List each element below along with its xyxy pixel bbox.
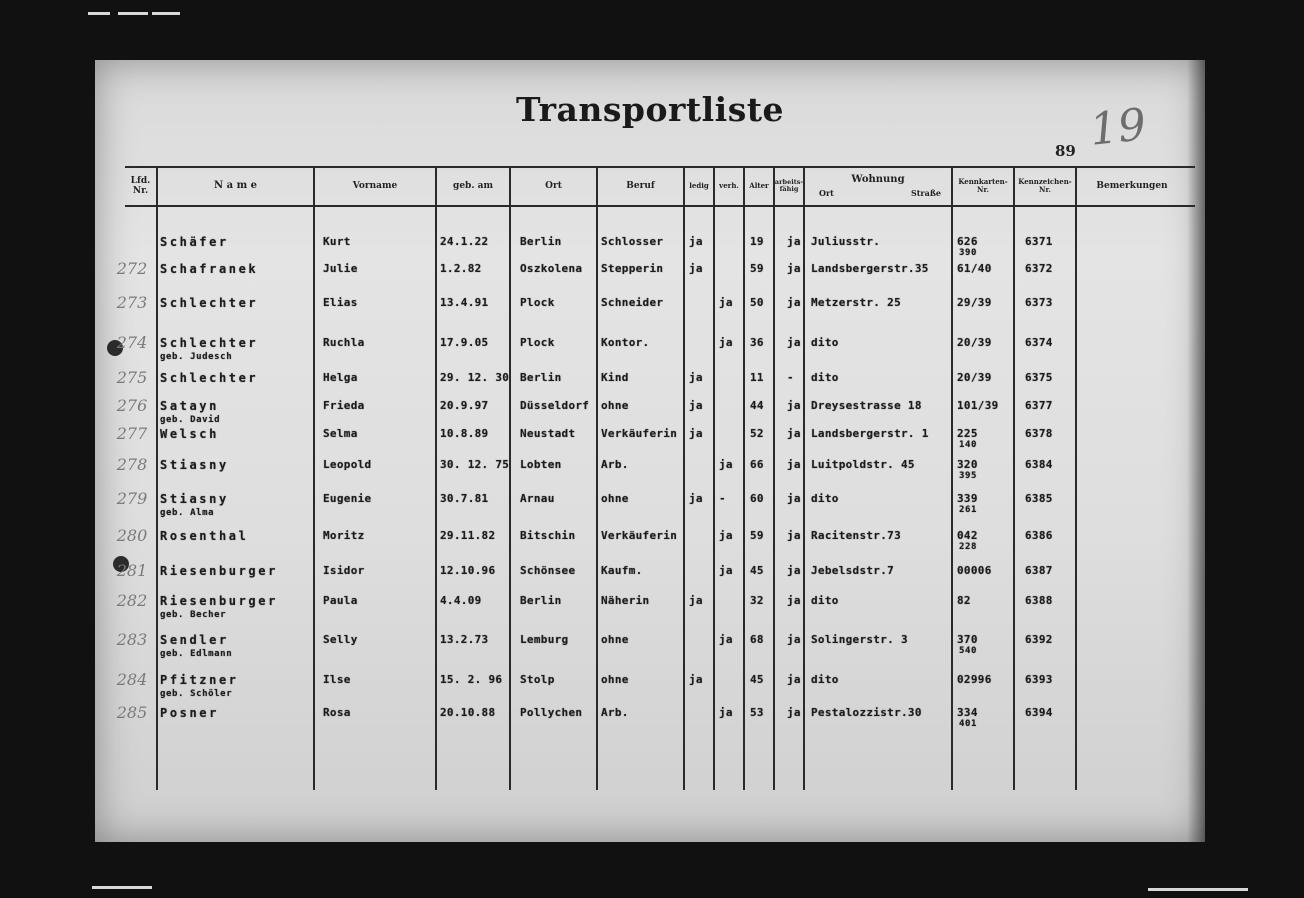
vorname-cell: Elias: [323, 296, 358, 309]
birthplace-cell: Oszkolena: [520, 262, 583, 275]
column-divider: [1075, 166, 1077, 790]
id-card-number-cell: 339: [957, 492, 978, 505]
single-cell: ja: [689, 594, 703, 607]
fit-for-work-cell: ja: [787, 458, 801, 471]
birthplace-cell: Stolp: [520, 673, 555, 686]
fit-for-work-cell: ja: [787, 594, 801, 607]
name-cell: Welsch: [160, 427, 219, 441]
row-number-handwritten: 278: [116, 455, 148, 474]
single-cell: ja: [689, 673, 703, 686]
occupation-cell: ohne: [601, 633, 629, 646]
address-cell: dito: [811, 492, 839, 505]
vorname-cell: Frieda: [323, 399, 365, 412]
header-vorname: Vorname: [352, 180, 398, 191]
birth-date-cell: 20.9.97: [440, 399, 489, 412]
birth-date-cell: 30.7.81: [440, 492, 489, 505]
age-cell: 19: [750, 235, 764, 248]
birth-date-cell: 30. 12. 75: [440, 458, 510, 471]
birthplace-cell: Bitschin: [520, 529, 576, 542]
vorname-cell: Leopold: [323, 458, 372, 471]
address-cell: Luitpoldstr. 45: [811, 458, 915, 471]
header-kennkarten-nr: Kennkarten-Nr.: [958, 176, 1008, 194]
vorname-cell: Moritz: [323, 529, 365, 542]
name-cell: Stiasny: [160, 492, 229, 506]
name-cell: Schlechter: [160, 336, 259, 350]
handwritten-page-number: 19: [1087, 99, 1149, 156]
row-number-handwritten: 285: [116, 703, 148, 722]
address-cell: Juliusstr.: [811, 235, 881, 248]
birthplace-cell: Pollychen: [520, 706, 583, 719]
fit-for-work-cell: ja: [787, 564, 801, 577]
header-bemerkungen: Bemerkungen: [1096, 180, 1168, 191]
id-card-number-secondary-cell: 401: [959, 719, 978, 729]
id-card-number-secondary-cell: 395: [959, 471, 978, 481]
vorname-cell: Paula: [323, 594, 358, 607]
name-cell: Schlechter: [160, 371, 259, 385]
birthplace-cell: Lobten: [520, 458, 562, 471]
header-wohnung-strasse: Straße: [910, 188, 941, 198]
fit-for-work-cell: ja: [787, 492, 801, 505]
age-cell: 66: [750, 458, 764, 471]
occupation-cell: Schneider: [601, 296, 664, 309]
column-divider: [713, 166, 715, 790]
occupation-cell: Kontor.: [601, 336, 650, 349]
fit-for-work-cell: ja: [787, 673, 801, 686]
single-cell: ja: [689, 427, 703, 440]
row-number-handwritten: 274: [116, 333, 148, 352]
occupation-cell: Kaufm.: [601, 564, 643, 577]
id-card-number-secondary-cell: 540: [959, 646, 978, 656]
birthplace-cell: Neustadt: [520, 427, 576, 440]
header-arbeitsfaehig: arbeits-fähig: [774, 177, 804, 193]
film-mark: [118, 12, 148, 15]
married-cell: ja: [719, 336, 733, 349]
birthplace-cell: Berlin: [520, 371, 562, 384]
film-mark: [88, 12, 110, 15]
name-cell: Schlechter: [160, 296, 259, 310]
mark-number-cell: 6373: [1025, 296, 1053, 309]
mark-number-cell: 6378: [1025, 427, 1053, 440]
header-ledig: ledig: [689, 180, 709, 190]
column-divider: [773, 166, 775, 790]
column-divider: [951, 166, 953, 790]
vorname-cell: Eugenie: [323, 492, 372, 505]
id-card-number-secondary-cell: 261: [959, 505, 978, 515]
id-card-number-cell: 042: [957, 529, 978, 542]
age-cell: 11: [750, 371, 764, 384]
occupation-cell: Kind: [601, 371, 629, 384]
maiden-name-cell: geb. David: [160, 415, 221, 425]
fit-for-work-cell: ja: [787, 336, 801, 349]
occupation-cell: Verkäuferin: [601, 427, 678, 440]
fit-for-work-cell: ja: [787, 706, 801, 719]
address-cell: dito: [811, 673, 839, 686]
single-cell: ja: [689, 399, 703, 412]
maiden-name-cell: geb. Alma: [160, 508, 215, 518]
birth-date-cell: 24.1.22: [440, 235, 489, 248]
birthplace-cell: Plock: [520, 336, 555, 349]
column-divider: [596, 166, 598, 790]
document-sheet: [95, 60, 1205, 842]
fit-for-work-cell: ja: [787, 296, 801, 309]
mark-number-cell: 6388: [1025, 594, 1053, 607]
birthplace-cell: Düsseldorf: [520, 399, 590, 412]
row-number-handwritten: 280: [116, 526, 148, 545]
address-cell: Dreysestrasse 18: [811, 399, 922, 412]
name-cell: Posner: [160, 706, 219, 720]
occupation-cell: ohne: [601, 399, 629, 412]
birthplace-cell: Plock: [520, 296, 555, 309]
maiden-name-cell: geb. Judesch: [160, 352, 233, 362]
fit-for-work-cell: -: [787, 371, 794, 384]
mark-number-cell: 6392: [1025, 633, 1053, 646]
married-cell: ja: [719, 296, 733, 309]
mark-number-cell: 6371: [1025, 235, 1053, 248]
mark-number-cell: 6377: [1025, 399, 1053, 412]
vorname-cell: Isidor: [323, 564, 365, 577]
id-card-number-cell: 225: [957, 427, 978, 440]
age-cell: 45: [750, 673, 764, 686]
birth-date-cell: 13.2.73: [440, 633, 489, 646]
address-cell: Landsbergerstr. 1: [811, 427, 929, 440]
mark-number-cell: 6384: [1025, 458, 1053, 471]
occupation-cell: Stepperin: [601, 262, 664, 275]
id-card-number-secondary-cell: 390: [959, 248, 978, 258]
id-card-number-secondary-cell: 228: [959, 542, 978, 552]
mark-number-cell: 6375: [1025, 371, 1053, 384]
row-number-handwritten: 279: [116, 489, 148, 508]
single-cell: ja: [689, 492, 703, 505]
name-cell: Riesenburger: [160, 564, 278, 578]
header-wohnung: [807, 172, 949, 206]
married-cell: ja: [719, 529, 733, 542]
birth-date-cell: 10.8.89: [440, 427, 489, 440]
birthplace-cell: Arnau: [520, 492, 555, 505]
age-cell: 45: [750, 564, 764, 577]
id-card-number-cell: 29/39: [957, 296, 992, 309]
mark-number-cell: 6385: [1025, 492, 1053, 505]
row-number-handwritten: 281: [116, 561, 148, 580]
maiden-name-cell: geb. Edlmann: [160, 649, 233, 659]
mark-number-cell: 6387: [1025, 564, 1053, 577]
column-divider: [1013, 166, 1015, 790]
age-cell: 52: [750, 427, 764, 440]
row-number-handwritten: 275: [116, 368, 148, 387]
vorname-cell: Julie: [323, 262, 358, 275]
vorname-cell: Selly: [323, 633, 358, 646]
header-ort: Ort: [545, 180, 562, 191]
age-cell: 59: [750, 262, 764, 275]
fit-for-work-cell: ja: [787, 633, 801, 646]
birth-date-cell: 20.10.88: [440, 706, 496, 719]
address-cell: Jebelsdstr.7: [811, 564, 895, 577]
name-cell: Satayn: [160, 399, 219, 413]
maiden-name-cell: geb. Becher: [160, 610, 227, 620]
fit-for-work-cell: ja: [787, 235, 801, 248]
birth-date-cell: 12.10.96: [440, 564, 496, 577]
mark-number-cell: 6394: [1025, 706, 1053, 719]
column-divider: [156, 166, 158, 790]
birthplace-cell: Berlin: [520, 594, 562, 607]
occupation-cell: Arb.: [601, 458, 629, 471]
married-cell: ja: [719, 564, 733, 577]
header-wohnung-ort: Ort: [819, 188, 834, 198]
id-card-number-cell: 02996: [957, 673, 992, 686]
vorname-cell: Selma: [323, 427, 358, 440]
header-kennzeichen-nr: Kennzeichen-Nr.: [1018, 176, 1072, 194]
fit-for-work-cell: ja: [787, 262, 801, 275]
name-cell: Schäfer: [160, 235, 229, 249]
column-divider: [683, 166, 685, 790]
row-number-handwritten: 283: [116, 630, 148, 649]
header-lfd-nr: Lfd. Nr.: [130, 175, 151, 196]
name-cell: Sendler: [160, 633, 229, 647]
age-cell: 50: [750, 296, 764, 309]
row-number-handwritten: 272: [116, 259, 148, 278]
row-number-handwritten: 284: [116, 670, 148, 689]
married-cell: ja: [719, 458, 733, 471]
married-cell: ja: [719, 706, 733, 719]
occupation-cell: ohne: [601, 492, 629, 505]
birthplace-cell: Berlin: [520, 235, 562, 248]
document-title: Transportliste: [515, 90, 785, 129]
row-number-handwritten: 277: [116, 424, 148, 443]
mark-number-cell: 6386: [1025, 529, 1053, 542]
column-divider: [313, 166, 315, 790]
occupation-cell: Schlosser: [601, 235, 664, 248]
age-cell: 59: [750, 529, 764, 542]
film-mark: [1148, 888, 1248, 891]
vorname-cell: Rosa: [323, 706, 351, 719]
address-cell: dito: [811, 371, 839, 384]
header-name: N a m e: [213, 180, 257, 192]
film-mark: [152, 12, 180, 15]
age-cell: 36: [750, 336, 764, 349]
id-card-number-secondary-cell: 140: [959, 440, 978, 450]
row-number-handwritten: 282: [116, 591, 148, 610]
single-cell: ja: [689, 262, 703, 275]
mark-number-cell: 6374: [1025, 336, 1053, 349]
fit-for-work-cell: ja: [787, 399, 801, 412]
address-cell: Solingerstr. 3: [811, 633, 908, 646]
age-cell: 68: [750, 633, 764, 646]
id-card-number-cell: 626: [957, 235, 978, 248]
address-cell: Racitenstr.73: [811, 529, 901, 542]
mark-number-cell: 6393: [1025, 673, 1053, 686]
id-card-number-cell: 334: [957, 706, 978, 719]
birth-date-cell: 13.4.91: [440, 296, 489, 309]
single-cell: ja: [689, 371, 703, 384]
header-wohnung-label: Wohnung: [851, 174, 905, 185]
occupation-cell: Arb.: [601, 706, 629, 719]
name-cell: Riesenburger: [160, 594, 278, 608]
address-cell: dito: [811, 336, 839, 349]
mark-number-cell: 6372: [1025, 262, 1053, 275]
vorname-cell: Ruchla: [323, 336, 365, 349]
fit-for-work-cell: ja: [787, 427, 801, 440]
column-divider: [803, 166, 805, 790]
age-cell: 60: [750, 492, 764, 505]
name-cell: Schafranek: [160, 262, 259, 276]
column-divider: [509, 166, 511, 790]
vorname-cell: Kurt: [323, 235, 351, 248]
address-cell: dito: [811, 594, 839, 607]
row-number-handwritten: 276: [116, 396, 148, 415]
id-card-number-cell: 101/39: [957, 399, 999, 412]
fit-for-work-cell: ja: [787, 529, 801, 542]
name-cell: Pfitzner: [160, 673, 239, 687]
birthplace-cell: Schönsee: [520, 564, 576, 577]
header-beruf: Beruf: [626, 180, 655, 191]
birth-date-cell: 15. 2. 96: [440, 673, 503, 686]
name-cell: Rosenthal: [160, 529, 249, 543]
id-card-number-cell: 00006: [957, 564, 992, 577]
name-cell: Stiasny: [160, 458, 229, 472]
film-mark: [92, 886, 152, 889]
sheet-shadow: [1187, 60, 1205, 842]
header-verh: verh.: [719, 180, 739, 190]
occupation-cell: ohne: [601, 673, 629, 686]
birth-date-cell: 1.2.82: [440, 262, 482, 275]
column-divider: [743, 166, 745, 790]
vorname-cell: Ilse: [323, 673, 351, 686]
id-card-number-cell: 320: [957, 458, 978, 471]
address-cell: Landsbergerstr.35: [811, 262, 929, 275]
birth-date-cell: 17.9.05: [440, 336, 489, 349]
column-divider: [435, 166, 437, 790]
birth-date-cell: 29. 12. 30: [440, 371, 510, 384]
address-cell: Metzerstr. 25: [811, 296, 901, 309]
occupation-cell: Verkäuferin: [601, 529, 678, 542]
age-cell: 53: [750, 706, 764, 719]
age-cell: 32: [750, 594, 764, 607]
birth-date-cell: 4.4.09: [440, 594, 482, 607]
vorname-cell: Helga: [323, 371, 358, 384]
id-card-number-cell: 82: [957, 594, 971, 607]
id-card-number-cell: 370: [957, 633, 978, 646]
birth-date-cell: 29.11.82: [440, 529, 496, 542]
address-cell: Pestalozzistr.30: [811, 706, 922, 719]
header-geb-am: geb. am: [453, 180, 493, 191]
birthplace-cell: Lemburg: [520, 633, 569, 646]
occupation-cell: Näherin: [601, 594, 650, 607]
maiden-name-cell: geb. Schöler: [160, 689, 233, 699]
stamped-page-number: 89: [1055, 142, 1076, 160]
married-cell: ja: [719, 633, 733, 646]
married-cell: -: [719, 492, 726, 505]
age-cell: 44: [750, 399, 764, 412]
row-number-handwritten: 273: [116, 293, 148, 312]
id-card-number-cell: 61/40: [957, 262, 992, 275]
single-cell: ja: [689, 235, 703, 248]
id-card-number-cell: 20/39: [957, 371, 992, 384]
id-card-number-cell: 20/39: [957, 336, 992, 349]
table-header-rule: [125, 205, 1195, 207]
header-alter: Alter: [749, 180, 769, 190]
